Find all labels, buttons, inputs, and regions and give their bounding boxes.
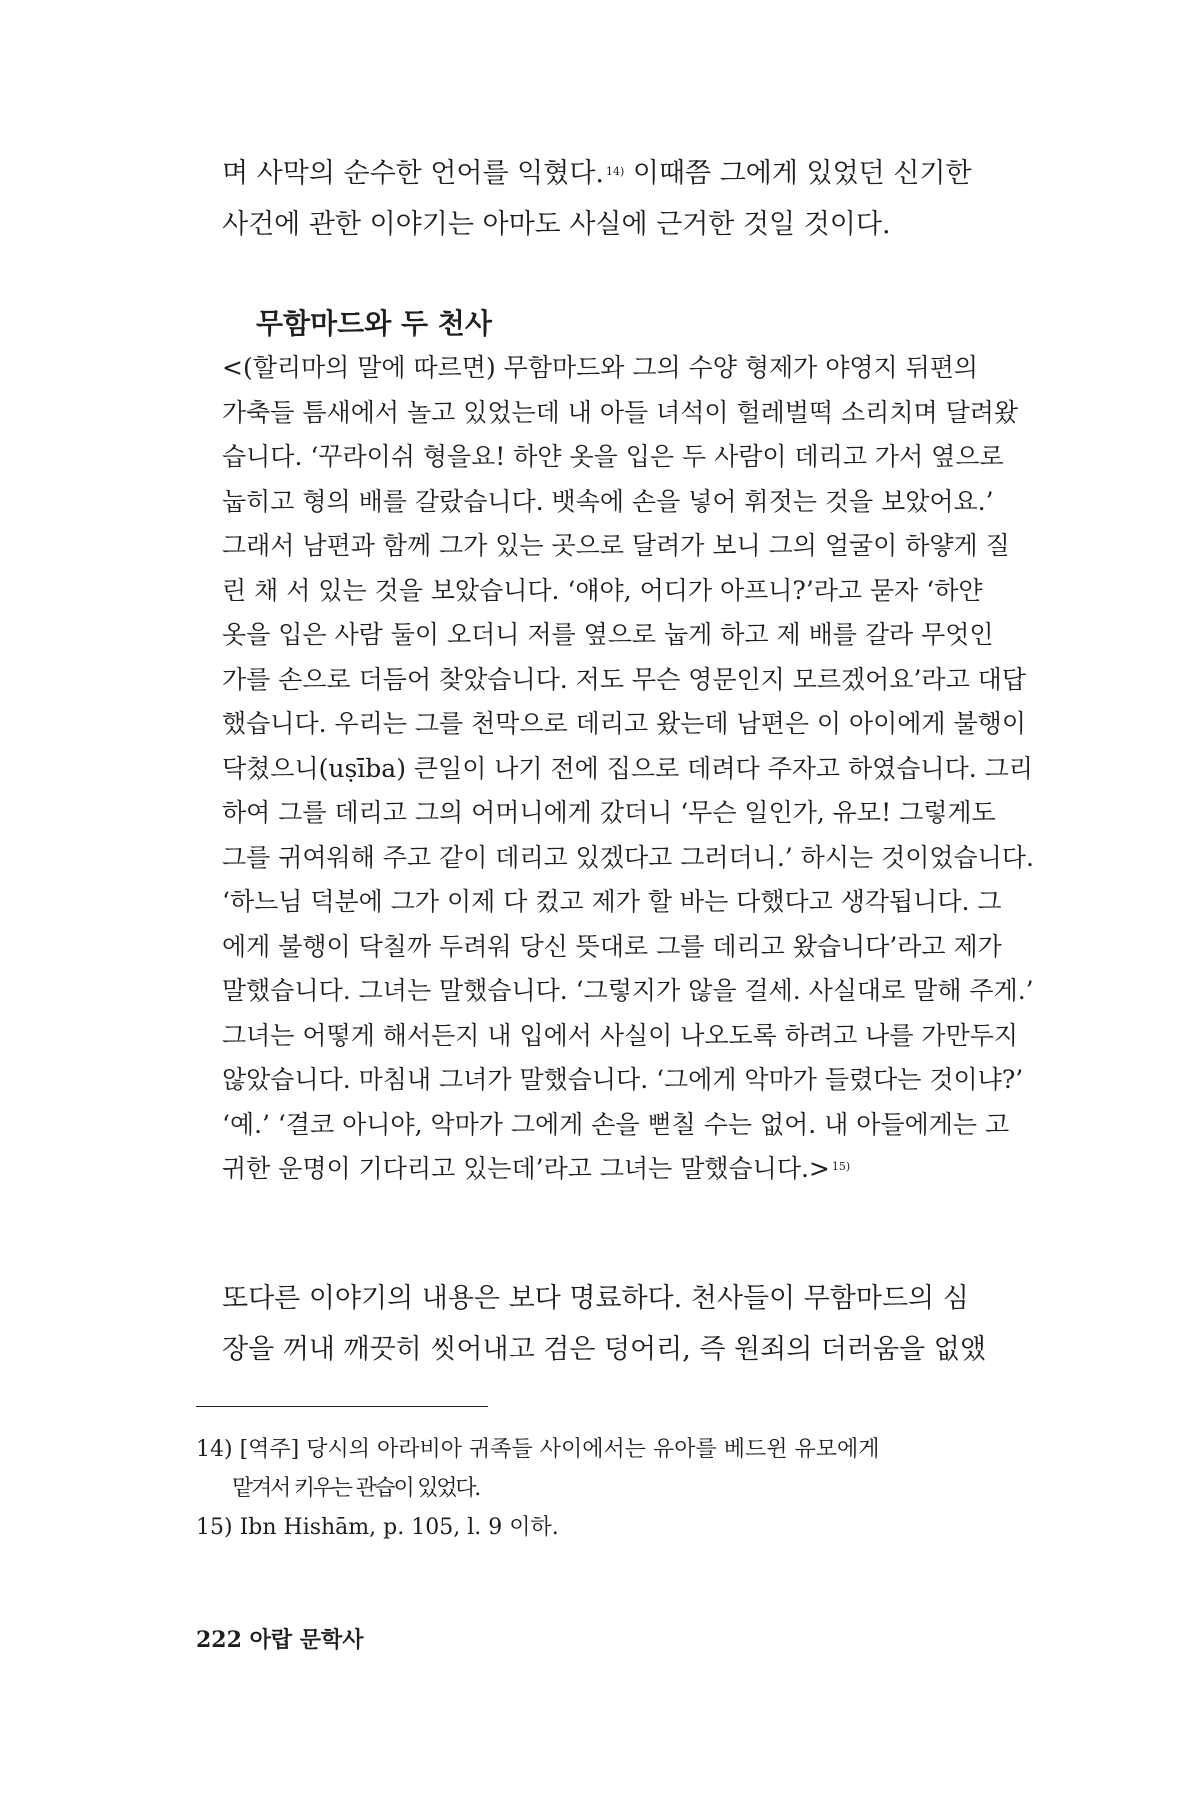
quote-line: 린 채 서 있는 것을 보았습니다. ‘얘야, 어디가 아프니?’라고 묻자 ‘하얀: [222, 575, 983, 605]
quote-line: 눕히고 형의 배를 갈랐습니다. 뱃속에 손을 넣어 휘젓는 것을 보았어요.’: [222, 486, 994, 516]
footnote-14-line-1: 14) [역주] 당시의 아라비아 귀족들 사이에서는 유아를 베드윈 유모에게: [196, 1437, 880, 1462]
footnotes: [196, 1430, 1076, 1547]
footnote-ref-14: 14): [605, 165, 625, 178]
footnote-15: 15) Ibn Hishām, p. 105, l. 9 이하.: [196, 1515, 559, 1540]
intro-text-1: 며 사막의 순수한 언어를 익혔다.: [222, 158, 604, 189]
quote-line-last: [222, 1147, 1070, 1192]
footnote-divider: [196, 1406, 488, 1407]
quote-line: 그를 귀여워해 주고 같이 데리고 있겠다고 그러더니.’ 하시는 것이었습니다.: [222, 842, 1034, 872]
body-line: 또다른 이야기의 내용은 보다 명료하다. 천사들이 무함마드의 심: [222, 1283, 969, 1314]
book-title: 아랍 문학사: [249, 1627, 364, 1653]
section-heading: 무함마드와 두 천사: [256, 307, 492, 340]
quote-line: 했습니다. 우리는 그를 천막으로 데리고 왔는데 남편은 이 아이에게 불행이: [222, 709, 1026, 738]
footnote-ref-15: 15): [831, 1160, 851, 1173]
intro-line-1: [222, 148, 1070, 199]
quote-line: 그녀는 어떻게 해서든지 내 입에서 사실이 나오도록 하려고 나를 가만두지: [222, 1020, 1019, 1050]
quote-last-text: 귀한 운명이 기다리고 있는데’라고 그녀는 말했습니다.>: [222, 1154, 830, 1183]
quote-line: 않았습니다. 마침내 그녀가 말했습니다. ‘그에게 악마가 들렸다는 것이냐?’: [222, 1065, 1024, 1094]
quote-line: 닥쳤으니(uṣība) 큰일이 나기 전에 집으로 데려다 주자고 하였습니다. 그리: [222, 753, 1033, 783]
footnote-14-line-2: 맡겨서 키우는 관습이 있었다.: [232, 1476, 479, 1501]
body-line: 장을 꺼내 깨끗히 씻어내고 검은 덩어리, 즉 원죄의 더러움을 없앴: [222, 1334, 986, 1365]
quote-line: 하여 그를 데리고 그의 어머니에게 갔더니 ‘무슨 일인가, 유모! 그렇게도: [222, 798, 996, 827]
quote-line: 가를 손으로 더듬어 찾았습니다. 저도 무슨 영문인지 모르겠어요’라고 대답: [222, 664, 1026, 694]
page-number: 222: [196, 1627, 242, 1653]
quote-line: ‘하느님 덕분에 그가 이제 다 컸고 제가 할 바는 다했다고 생각됩니다. 그: [222, 887, 1002, 916]
quote-line: 말했습니다. 그녀는 말했습니다. ‘그렇지가 않을 걸세. 사실대로 말해 주게.’: [222, 976, 1034, 1005]
quote-line: 습니다. ‘꾸라이쉬 형을요! 하얀 옷을 입은 두 사람이 데리고 가서 옆으로: [222, 442, 1004, 471]
intro-line-2: 사건에 관한 이야기는 아마도 사실에 근거한 것일 것이다.: [222, 209, 891, 240]
intro-paragraph: [222, 148, 1070, 250]
quote-line: 가축들 틈새에서 놀고 있었는데 내 아들 녀석이 헐레벌떡 소리치며 달려왔: [222, 397, 1019, 427]
body-paragraph: [222, 1273, 1070, 1375]
quote-line: 에게 불행이 닥칠까 두려워 당신 뜻대로 그를 데리고 왔습니다’라고 제가: [222, 931, 1002, 961]
quote-line: 옷을 입은 사람 둘이 오더니 저를 옆으로 눕게 하고 제 배를 갈라 무엇인: [222, 620, 994, 649]
intro-text-1-rest: 이때쯤 그에게 있었던 신기한: [624, 158, 972, 189]
quote-line: <(할리마의 말에 따르면) 무함마드와 그의 수양 형제가 야영지 뒤편의: [222, 353, 979, 382]
quote-line: ‘예.’ ‘결코 아니야, 악마가 그에게 손을 뻗칠 수는 없어. 내 아들에게는 고: [222, 1109, 1010, 1139]
running-footer: [196, 1623, 364, 1654]
quote-line: 그래서 남편과 함께 그가 있는 곳으로 달려가 보니 그의 얼굴이 하얗게 질: [222, 531, 1010, 560]
quote-block: [222, 346, 1070, 1192]
